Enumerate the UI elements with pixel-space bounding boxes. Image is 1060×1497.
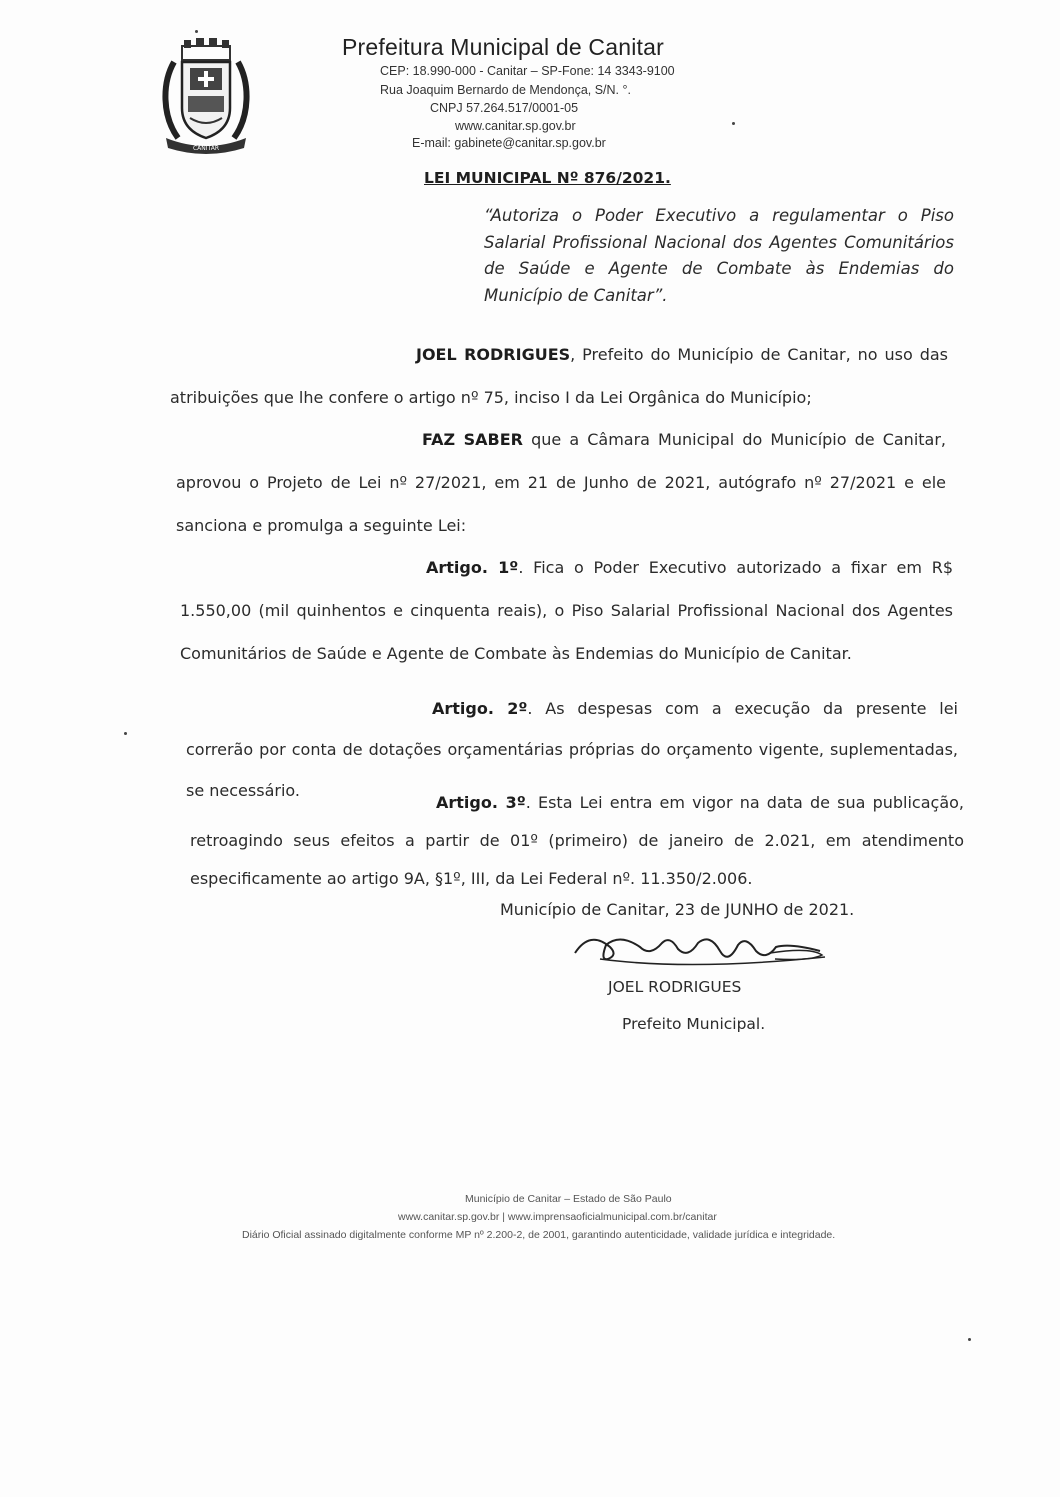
footer-links: www.canitar.sp.gov.br | www.imprensaoficialmunicipal.com.br/canitar: [398, 1211, 717, 1223]
coat-of-arms-icon: [160, 38, 252, 156]
article-1-label: Artigo. 1º: [426, 558, 519, 577]
article-3-label: Artigo. 3º: [436, 793, 526, 812]
header-title: Prefeitura Municipal de Canitar: [342, 34, 664, 60]
header-cnpj: CNPJ 57.264.517/0001-05: [430, 101, 579, 115]
scan-speck: [732, 122, 735, 125]
svg-text:CANITAR: CANITAR: [192, 145, 220, 152]
intro-text: , Prefeito do Município de Canitar, no uso das atribuições que lhe confere o artigo nº 75, inciso I da Lei Orgânica do Município;: [170, 345, 948, 407]
mayor-name: JOEL RODRIGUES: [416, 345, 571, 364]
header-email: E-mail: gabinete@canitar.sp.gov.br: [412, 136, 606, 150]
article-2-label: Artigo. 2º: [432, 699, 528, 718]
intro-paragraph: [170, 333, 948, 419]
law-title: LEI MUNICIPAL Nº 876/2021.: [424, 169, 671, 187]
footer-state: Município de Canitar – Estado de São Paulo: [465, 1193, 672, 1205]
article-2-text: . As despesas com a execução da presente lei correrão por conta de dotações orçamentárias próprias do orçamento vigente, suplementadas, se necessário.: [186, 699, 958, 800]
scan-speck: [195, 30, 198, 33]
date-line: Município de Canitar, 23 de JUNHO de 2021.: [500, 900, 855, 919]
signer-name: JOEL RODRIGUES: [608, 978, 742, 996]
article-1-text: . Fica o Poder Executivo autorizado a fixar em R$ 1.550,00 (mil quinhentos e cinquenta reais), o Piso Salarial Profissional Nacional dos Agentes Comunitários de Saúde e Agente de Combate às Endemias do Município de Canitar.: [180, 558, 953, 663]
faz-saber-label: FAZ SABER: [422, 430, 524, 449]
article-3-text: . Esta Lei entra em vigor na data de sua publicação, retroagindo seus efeitos a partir de 01º (primeiro) de janeiro de 2.021, em atendimento especificamente ao artigo 9A, §1º, III, da Lei Federal nº. 11.350/2.006.: [190, 793, 965, 888]
law-ementa: “Autoriza o Poder Executivo a regulamentar o Piso Salarial Profissional Nacional dos Agentes Comunitários de Saúde e Agente de Combate às Endemias do Município de Canitar”.: [484, 206, 954, 305]
handwritten-signature: [570, 925, 830, 975]
scan-speck: [124, 732, 127, 735]
article-1: [180, 546, 953, 675]
header-street: Rua Joaquim Bernardo de Mendonça, S/N. °.: [380, 83, 631, 97]
header-website: www.canitar.sp.gov.br: [455, 119, 576, 133]
article-3: [190, 784, 964, 898]
faz-saber-text: que a Câmara Municipal do Município de Canitar, aprovou o Projeto de Lei nº 27/2021, em 21 de Junho de 2021, autógrafo nº 27/2021 e ele sanciona e promulga a seguinte Lei:: [176, 430, 947, 535]
scan-speck: [968, 1338, 971, 1341]
header-address: CEP: 18.990-000 - Canitar – SP-Fone: 14 3343-9100: [380, 64, 675, 78]
footer-disclaimer: Diário Oficial assinado digitalmente conforme MP nº 2.200-2, de 2001, garantindo autenticidade, validade jurídica e integridade.: [242, 1229, 836, 1241]
signer-role: Prefeito Municipal.: [622, 1015, 766, 1033]
faz-saber-paragraph: [176, 418, 946, 547]
